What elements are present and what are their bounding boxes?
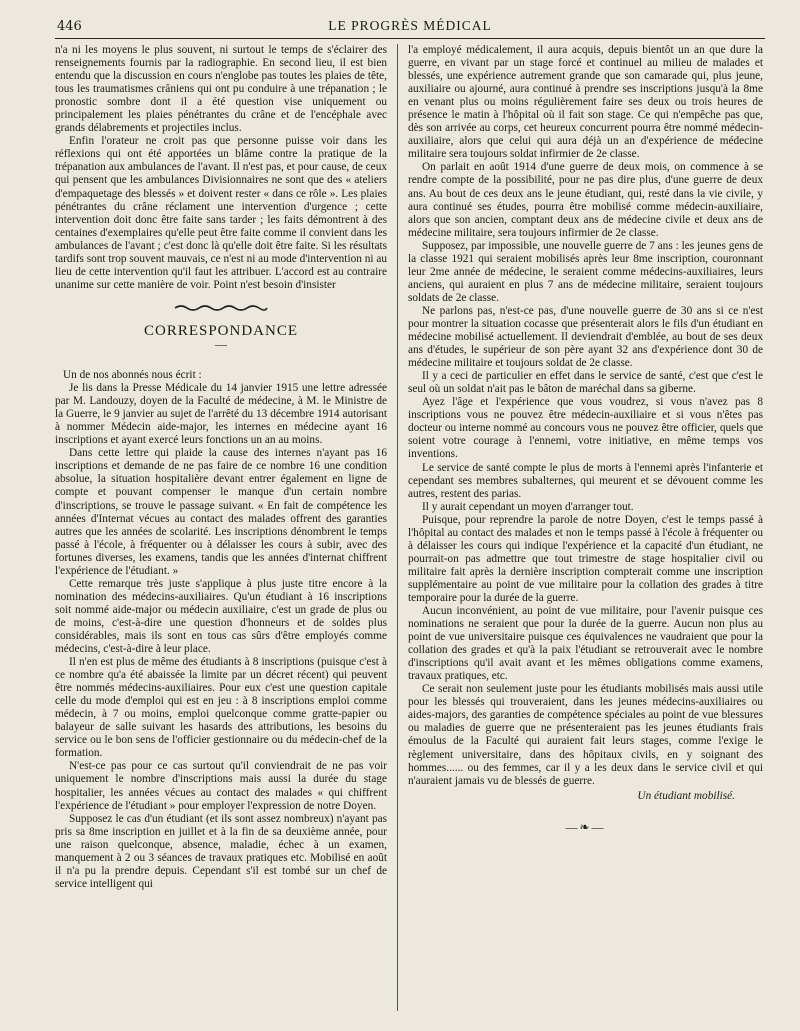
- letter-paragraph: Il n'en est plus de même des étudiants à 8 inscriptions (puisque c'est à ce nombre qu'a été abaissée la limite par un décret récent) qui peuvent être nommés médecins-auxiliaires. Pour eux c'est une question capitale celle du mode d'emploi qui est en jeu : à 8 inscriptions emploi comme médecin, à 7 ou moins, emploi quelconque comme gratte-papier ou balayeur de salle suivant les hasards des attributions, les besoins du service ou le bon sens de l'officier gestionnaire ou du médecin-chef de la formation.: [55, 656, 387, 760]
- end-ornament: —❧—: [565, 819, 606, 834]
- section-title: CORRESPONDANCE: [143, 322, 299, 339]
- letter-paragraph: Il y aurait cependant un moyen d'arranger tout.: [422, 500, 634, 513]
- letter-intro: Un de nos abonnés nous écrit :: [63, 369, 202, 382]
- letter-paragraph: Supposez le cas d'un étudiant (et ils sont assez nombreux) n'ayant pas pris sa 8me inscription en juillet et à la fin de sa deuxième année, pour une raison quelconque, absence, maladie, échec à un examen, manquement à 2 ou 3 séances de travaux pratiques etc. Mobilisé en août il n'a pu la prendre depuis. Cependant s'il est tombé sur un chef de service intelligent qui: [55, 812, 387, 890]
- letter-paragraph: Supposez, par impossible, une nouvelle guerre de 7 ans : les jeunes gens de la classe 1921 qui seraient mobilisés après leur 8me inscription, couronnant leur 2me année de médecine, le seraient comme médecins-auxiliaires, leurs anciens, qui auraient en plus 7 ans de médecine militaire, seraient toujours soldats de 2e classe.: [408, 239, 763, 304]
- left-column: [55, 44, 387, 1027]
- letter-paragraph: Je lis dans la Presse Médicale du 14 janvier 1915 une lettre adressée par M. Landouzy, doyen de la Faculté de médecine, à M. le Ministre de la Guerre, le 9 janvier au sujet de l'arrêté du 13 décembre 1914 autorisant à nommer Médecin aide-major, les internes en médecine ayant 16 inscriptions et ayant exercé leurs fonctions un an au moins.: [55, 382, 387, 447]
- letter-paragraph: Dans cette lettre qui plaide la cause des internes n'ayant pas 16 inscriptions et demande de ne pas faire de ce nombre 16 une condition absolue, la situation hospitalière devant entrer également en ligne de compte et pouvant compenser le manque d'un certain nombre d'inscriptions, se trouve le passage suivant. « En fait de compétence les années d'Internat vécues au contact des malades offrent des garanties autres que les années de scolarité. Les inscriptions dénombrent le temps passé à l'école, à fréquenter ou à délaisser les cours à subir, avec des fortunes diverses, les examens, tandis que les années d'internat chiffrent l'expérience de l'étudiant. »: [55, 447, 387, 577]
- signature: Un étudiant mobilisé.: [637, 789, 735, 802]
- letter-paragraph: Puisque, pour reprendre la parole de notre Doyen, c'est le temps passé à l'hôpital au contact des malades et non le temps passé à l'école à fréquenter ou à délaisser les cours qui indique l'expérience et la capacité d'un étudiant, ne pourrait-on pas admettre que tout trimestre de stage hospitalier civil ou militaire fait après la dernière inscription compterait comme une inscription supplémentaire au point de vue militaire pour la collation des grades à titre temporaire pour la durée de la guerre.: [408, 513, 763, 604]
- page-header: [55, 16, 765, 39]
- running-title: LE PROGRÈS MÉDICAL: [328, 18, 492, 33]
- letter-paragraph: l'a employé médicalement, il aura acquis, depuis bientôt un an que dure la guerre, en vivant par un stage forcé et continuel au milieu de malades et blessés, une expérience autrement grande que son camarade qui, plus jeune, auxiliaire ou ajourné, aura continué à prendre ses inscriptions jusqu'à la 8me en venant plus ou moins régulièrement faire ses deux ou trois heures de présence le matin à l'hôpital où il fait son stage. Ce qui n'empêche pas que, dès son arrivée au corps, cet heureux concurrent pourra être nommé médecin-auxiliaire, alors que celui qui aura déjà un an d'expérience de médecine militaire sera toujours soldat infirmier de 2e classe.: [408, 44, 763, 161]
- letter-paragraph: Le service de santé compte le plus de morts à l'ennemi après l'infanterie et cependant ses membres subalternes, qui meurent et se dévouent comme les autres, restent des parias.: [408, 461, 763, 500]
- letter-paragraph: N'est-ce pas pour ce cas surtout qu'il conviendrait de ne pas voir uniquement le nombre d'inscriptions mais aussi la durée du stage hospitalier, les années vécues au contact des malades « qui chiffrent l'expérience de l'étudiant » pour employer l'expression de notre Doyen.: [55, 760, 387, 812]
- article-paragraph: n'a ni les moyens le plus souvent, ni surtout le temps de s'éclairer des renseignements fournis par la radiographie. En second lieu, il est bien entendu que la discussion en cours n'englobe pas toutes les plaies de tête, tous les traumatismes crâniens qui ont pu conduire à une trépanation ; le pronostic sombre dont il a été question vise uniquement ou principalement les plaies pénétrantes du crâne et de l'encéphale avec grands délabrements et projectiles inclus.: [55, 44, 387, 135]
- column-divider: [397, 44, 398, 1011]
- letter-paragraph: Cette remarque très juste s'applique à plus juste titre encore à la nomination des médecins-auxiliaires. Qu'un étudiant à 16 inscriptions soit nommé aide-major ou médecin auxiliaire, c'est un grade de plus ou de moins, c'est-à-dire une question d'honneurs et de soldes plus considérables, mais ils sont en tous cas sûrs d'être employés comme médecins, c'est-à-dire à leur place.: [55, 577, 387, 656]
- right-column: [408, 44, 763, 1027]
- page-number: 446: [57, 19, 82, 34]
- article-paragraph: Enfin l'orateur ne croit pas que personne puisse voir dans les réflexions qui ont été apportées un blâme contre la pratique de la trépanation aux ambulances de l'avant. Il n'est pas, et pour cause, de ceux qui pensent que les ambulances Divisionnaires ne sont que des « ateliers d'empaquetage des blessés » et doivent rester « dans ce rôle ». Les plaies pénétrantes du crâne réclament une intervention d'urgence ; cette intervention doit donc être faite sans tarder ; les faits démontrent à des centaines d'exemplaires qu'elle peut être faite comme il convient dans les ambulances de l'avant ; c'est donc là qu'elle doit être faite. Si les résultats tardifs sont trop souvent mauvais, ce n'est ni au mode d'intervention ni au lieu de cette intervention qu'il faut les attribuer. L'accord est au contraire unanime sur cette manière de voir. Point n'est besoin d'insister: [55, 135, 387, 291]
- letter-paragraph: Il y a ceci de particulier en effet dans le service de santé, c'est que c'est le seul où un soldat n'ait pas le bâton de maréchal dans sa giberne.: [408, 370, 763, 396]
- section-separator: [55, 302, 387, 315]
- section-dash: —: [215, 336, 227, 351]
- letter-paragraph: Ce serait non seulement juste pour les étudiants mobilisés mais aussi utile pour les blessés qui trouveraient, dans les jeunes médecins-auxiliaires ou aides-majors, des garanties de compétence spéciales au point de vue blessures ou maladies de guerre que ne présenteraient pas les jeunes étudiants frais émoulus de la Faculté qui auraient fait leurs stages, comme l'exige le règlement universitaire, dans des hôpitaux civils, en y soignant des hommes...... ou des femmes, car il y a les deux dans le service civil et qui n'auraient jamais vu de blessés de guerre.: [408, 683, 763, 787]
- letter-paragraph: Ne parlons pas, n'est-ce pas, d'une nouvelle guerre de 30 ans si ce n'est pour montrer la situation cocasse que présenterait alors le fils d'un étudiant en médecine mobilisé actuellement. Il deviendrait d'emblée, au bout de ses deux ans d'études, le supérieur de son père ayant 32 ans d'expérience dont 30 de médecine militaire et toujours soldat de 2e classe.: [408, 304, 763, 370]
- wave-ornament-icon: [173, 303, 269, 313]
- letter-paragraph: Ayez l'âge et l'expérience que vous voudrez, si vous n'avez pas 8 inscriptions vous ne pouvez être médecin-auxiliaire et si vous n'êtes pas docteur ou interne nommé au concours vous ne pouvez être officier, quels que soient votre courage à l'ennemi, votre initiative, en même temps vos inventions.: [408, 396, 763, 461]
- letter-paragraph: On parlait en août 1914 d'une guerre de deux mois, on commence à se rendre compte de la possibilité, pour ne pas dire plus, d'une guerre de deux ans. Au bout de ces deux ans le jeune étudiant, qui, resté dans la vie civile, y aura continué ses études, pourra être mobilisé comme médecin-auxiliaire, alors que son ancien, comptant deux ans de médecine civile et deux ans de médecine militaire, sera toujours infirmier de 2e classe.: [408, 161, 763, 239]
- letter-paragraph: Aucun inconvénient, au point de vue militaire, pour l'avenir puisque ces nominations ne seraient que pour la durée de la guerre. Aucun non plus au point de vue universitaire puisque ces équivalences ne vaudraient que pour la collation des grades et qu'à la paix l'étudiant se retrouverait avec le nombre d'inscriptions qu'il avait avant et les mêmes obligations comme examens, travaux pratiques, etc.: [408, 605, 763, 683]
